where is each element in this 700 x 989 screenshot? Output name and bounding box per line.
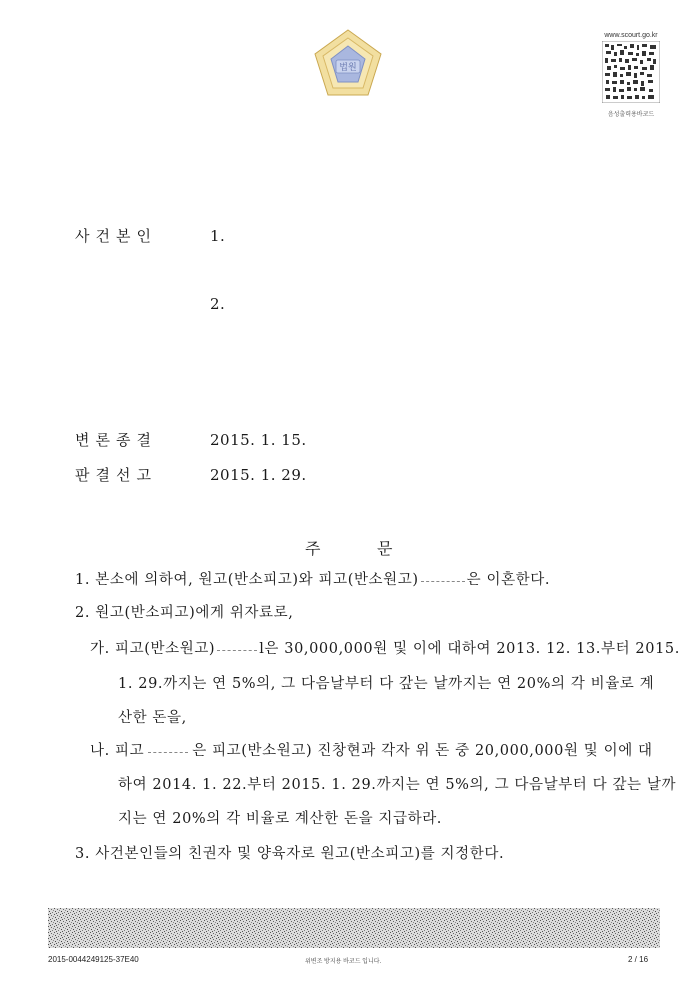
order-item-3: 3. 사건본인들의 친권자 및 양육자로 원고(반소피고)를 지정한다.: [75, 846, 505, 862]
svg-text:법원: 법원: [339, 63, 357, 73]
redacted-name: [421, 579, 465, 582]
barcode-notice: 위변조 방지용 바코드 입니다.: [305, 959, 382, 965]
hearing-end-date: 2015. 1. 15.: [210, 431, 307, 449]
voice-barcode-block: [598, 32, 664, 120]
ga-line-3: 산한 돈을,: [118, 710, 187, 726]
order-item-2-na: [90, 741, 653, 761]
na-line-3: 지는 연 20%의 각 비율로 계산한 돈을 지급하라.: [118, 811, 443, 827]
qr-code-icon: [602, 41, 660, 103]
subject-item-2: 2.: [210, 295, 226, 313]
redacted-name: [217, 648, 257, 651]
ga-line-2: 1. 29.까지는 연 5%의, 그 다음날부터 다 갚는 날까지는 연 20%의 각 비율로 계: [118, 676, 655, 692]
hearing-end-label: 변론종결: [75, 431, 157, 449]
order-heading-2: 문: [377, 539, 393, 558]
subject-label: 사건본인: [75, 227, 157, 245]
order-item-1-text-b: 은 이혼한다.: [466, 572, 551, 588]
subject-item-1: 1.: [210, 227, 226, 245]
judgment-date: 2015. 1. 29.: [210, 466, 307, 484]
document-id: 2015-0044249125-37E40: [48, 955, 139, 964]
na-text-a: 나. 피고: [90, 743, 145, 759]
ga-text-b: l은 30,000,000원 및 이에 대하여 2013. 12. 13.부터 2015.: [259, 641, 680, 657]
order-item-1-text-a: 1. 본소에 의하여, 원고(반소피고)와 피고(반소원고): [75, 572, 419, 588]
court-emblem-logo: [312, 28, 384, 100]
order-item-1: [75, 570, 550, 590]
court-url-text: www.scourt.go.kr: [604, 32, 658, 39]
order-item-2-ga: [90, 639, 680, 659]
order-heading-1: 주: [305, 539, 321, 558]
na-text-b: 은 피고(반소원고) 진창현과 각자 위 돈 중 20,000,000원 및 이에 대: [192, 743, 653, 759]
na-line-2: 하여 2014. 1. 22.부터 2015. 1. 29.까지는 연 5%의, 그 다음날부터 다 갚는 날까: [118, 777, 677, 793]
ga-text-a: 가. 피고(반소원고): [90, 641, 216, 657]
anti-forgery-barcode: [48, 908, 660, 948]
judgment-label: 판결선고: [75, 466, 157, 484]
redacted-name: [148, 750, 188, 753]
barcode-caption: 음성출력용바코드: [607, 112, 655, 118]
page-number: 2 / 16: [628, 955, 649, 964]
order-item-2: 2. 원고(반소피고)에게 위자료로,: [75, 605, 294, 621]
